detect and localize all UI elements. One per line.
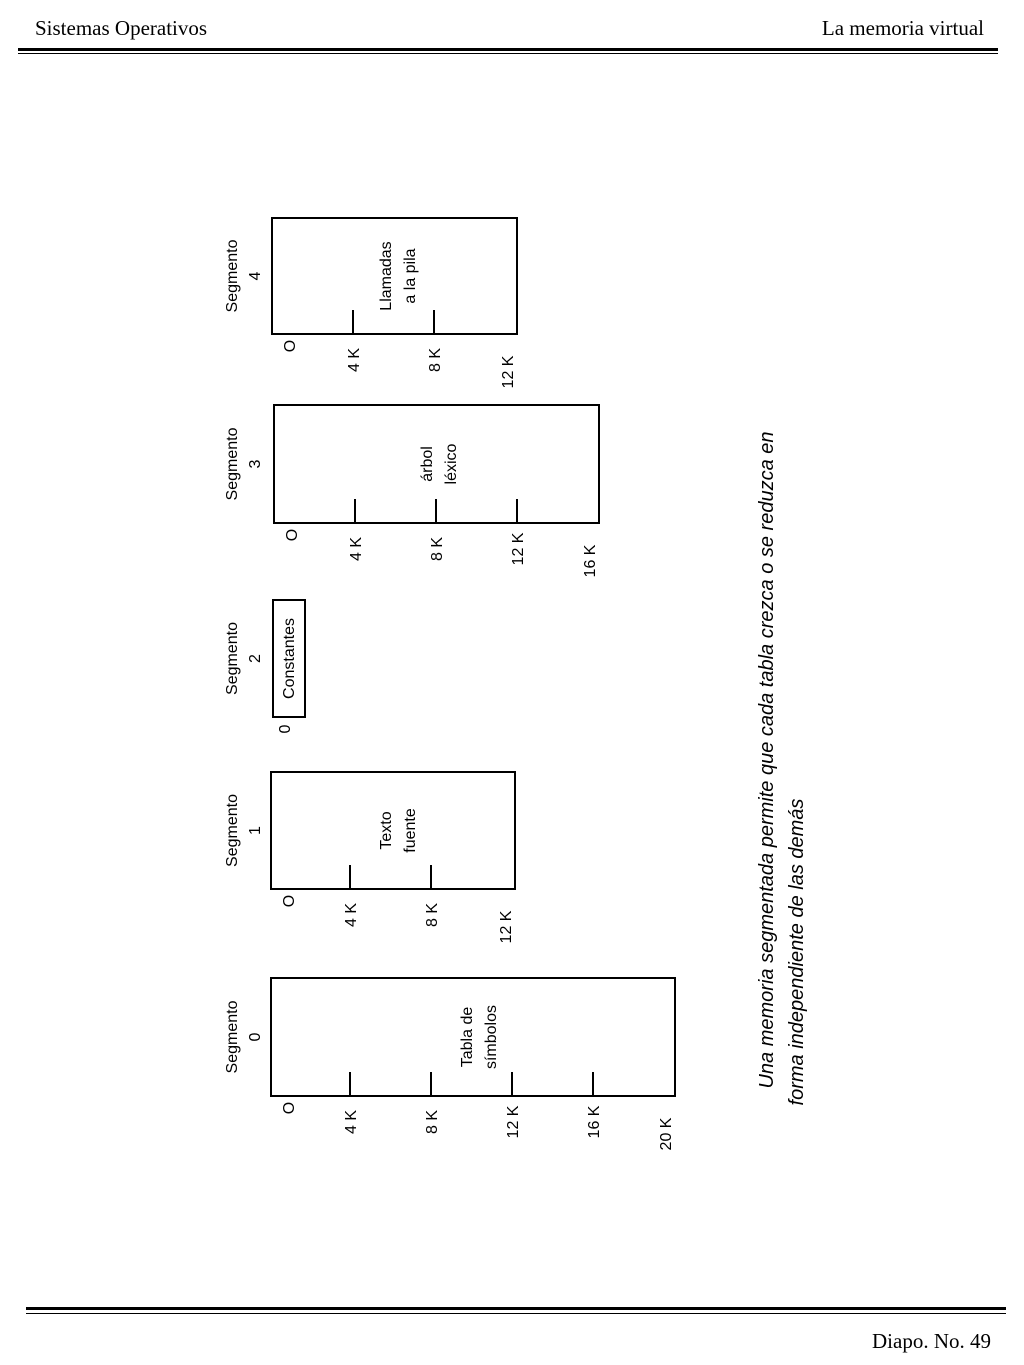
segment-1-content-line-1: fuente xyxy=(402,808,419,853)
segment-1-number: 1 xyxy=(247,826,264,835)
footer-rule xyxy=(26,1307,1006,1310)
slide-number: Diapo. No. 49 xyxy=(872,1329,991,1353)
header-title-right: La memoria virtual xyxy=(821,16,984,40)
segment-4-tick-label-0: 4 K xyxy=(346,347,363,373)
segment-4-content-line-0: Llamadas xyxy=(378,241,395,311)
segment-4-title: Segmento xyxy=(224,239,241,313)
segment-4-origin-label: O xyxy=(282,339,299,353)
segment-1-tick-label-1: 8 K xyxy=(424,902,441,928)
segment-2-origin-label: 0 xyxy=(277,724,294,734)
segment-1-content-line-0: Texto xyxy=(378,811,395,850)
segment-1-title: Segmento xyxy=(224,794,241,867)
segment-3-title: Segmento xyxy=(224,427,241,501)
segment-3-tick-label-2: 12 K xyxy=(510,532,527,566)
segment-3-number: 3 xyxy=(247,459,264,469)
footer-rule-thin xyxy=(26,1313,1006,1314)
segment-0-tick-label-2: 12 K xyxy=(505,1105,522,1139)
segment-4-number: 4 xyxy=(247,271,264,281)
segment-0-tick-label-1: 8 K xyxy=(424,1109,441,1135)
segment-1-end-label: 12 K xyxy=(498,910,515,944)
segment-1-origin-label: O xyxy=(281,894,298,908)
segment-4-end-label: 12 K xyxy=(500,355,517,389)
segment-0-title: Segmento xyxy=(224,1000,241,1074)
segment-0-number: 0 xyxy=(247,1032,264,1042)
segment-0-origin-label: O xyxy=(281,1101,298,1115)
segment-0-tick-label-3: 16 K xyxy=(586,1105,603,1139)
segment-2-number: 2 xyxy=(247,654,264,663)
segment-0-end-label: 20 K xyxy=(658,1117,675,1151)
segment-0-content-line-0: Tabla de xyxy=(459,1006,476,1068)
segment-3-tick-label-1: 8 K xyxy=(429,536,446,562)
segment-2-content-line-0: Constantes xyxy=(281,618,298,699)
caption-line-1: Una memoria segmentada permite que cada tabla crezca o se reduzca en xyxy=(756,431,778,1089)
segment-4-tick-label-1: 8 K xyxy=(427,347,444,373)
segment-3-tick-label-0: 4 K xyxy=(348,536,365,562)
segment-3-origin-label: O xyxy=(284,528,301,542)
segment-3-end-label: 16 K xyxy=(582,544,599,578)
segment-3-content-line-1: léxico xyxy=(443,443,460,485)
header-title-left: Sistemas Operativos xyxy=(35,16,208,40)
segment-0-content-line-1: símbolos xyxy=(483,1004,500,1070)
segment-4-content-line-1: a la pila xyxy=(402,248,419,304)
segment-0-tick-label-0: 4 K xyxy=(343,1109,360,1135)
caption-line-2: forma independiente de las demás xyxy=(786,798,808,1106)
segment-2-title: Segmento xyxy=(224,622,241,695)
segment-1-tick-label-0: 4 K xyxy=(343,902,360,928)
segment-3-content-line-0: árbol xyxy=(419,446,436,482)
